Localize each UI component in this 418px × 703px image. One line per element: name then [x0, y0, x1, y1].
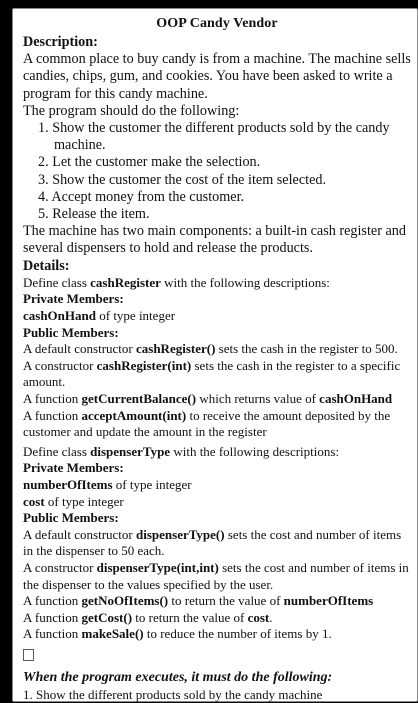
- details-heading: Details:: [23, 257, 70, 274]
- program-intro: The program should do the following:: [23, 102, 240, 119]
- cash-register-section: [23, 275, 411, 441]
- cash-register-intro: Define class cashRegister with the following descriptions:: [23, 274, 330, 290]
- default-constructor-desc: A default constructor dispenserType() sets the cost and number of items in the dispenser to 50 each.: [23, 526, 402, 559]
- get-no-of-items-desc: A function getNoOfItems() to return the value of numberOfItems: [23, 593, 374, 609]
- description-paragraph: A common place to buy candy is from a machine. The machine sells candies, chips, gum, and cookies. You have been asked to write a program for this candy machine.: [23, 51, 411, 102]
- private-members-label: Private Members:: [23, 291, 124, 307]
- dispenser-intro: Define class dispenserType with the following descriptions:: [23, 443, 340, 459]
- class-name: dispenserType: [90, 443, 171, 459]
- int-constructor-desc: A constructor cashRegister(int) sets the cash in the register to a specific amount.: [23, 357, 401, 390]
- get-cost-desc: A function getCost() to return the value of cost.: [23, 609, 273, 625]
- accept-amount-desc: A function acceptAmount(int) to receive the amount deposited by the customer and update the amount in the register: [23, 407, 391, 440]
- list-item: 5. Release the item.: [38, 206, 150, 223]
- list-item: 2. Let the customer make the selection.: [38, 154, 261, 171]
- cut-off-line: 1. Show the different products sold by the candy machine: [23, 686, 323, 702]
- list-item: 1. Show the customer the different products sold by the candy machine.: [38, 120, 390, 154]
- public-members-label: Public Members:: [23, 324, 119, 340]
- page-title: OOP Candy Vendor: [156, 16, 278, 31]
- description-section: [23, 34, 411, 275]
- public-members-label: Public Members:: [23, 510, 119, 526]
- default-constructor-desc: A default constructor cashRegister() sets the cash in the register to 500.: [23, 341, 398, 357]
- get-balance-desc: A function getCurrentBalance() which returns value of cashOnHand: [23, 391, 393, 406]
- member-cost: cost of type integer: [23, 493, 124, 509]
- list-item: 3. Show the customer the cost of the item selected.: [38, 171, 327, 188]
- document-page: [12, 8, 418, 702]
- class-name: cashRegister: [90, 274, 161, 290]
- steps-list: [23, 120, 411, 223]
- document-content: [23, 14, 411, 702]
- components-paragraph: The machine has two main components: a built-in cash register and several dispensers to hold and release the products.: [23, 223, 406, 257]
- empty-checkbox-icon[interactable]: [23, 649, 34, 661]
- execution-heading: When the program executes, it must do the following:: [23, 669, 333, 685]
- int-int-constructor-desc: A constructor dispenserType(int,int) sets the cost and number of items in the dispenser to the values specified by the user.: [23, 559, 409, 592]
- private-members-label: Private Members:: [23, 460, 124, 476]
- member-number-of-items: numberOfItems of type integer: [23, 476, 192, 492]
- list-item: 4. Accept money from the customer.: [38, 188, 245, 205]
- description-heading: Description:: [23, 34, 98, 50]
- dispenser-section: [23, 444, 411, 643]
- make-sale-desc: A function makeSale() to reduce the number of items by 1.: [23, 626, 332, 642]
- member-cash-on-hand: cashOnHand of type integer: [23, 308, 176, 324]
